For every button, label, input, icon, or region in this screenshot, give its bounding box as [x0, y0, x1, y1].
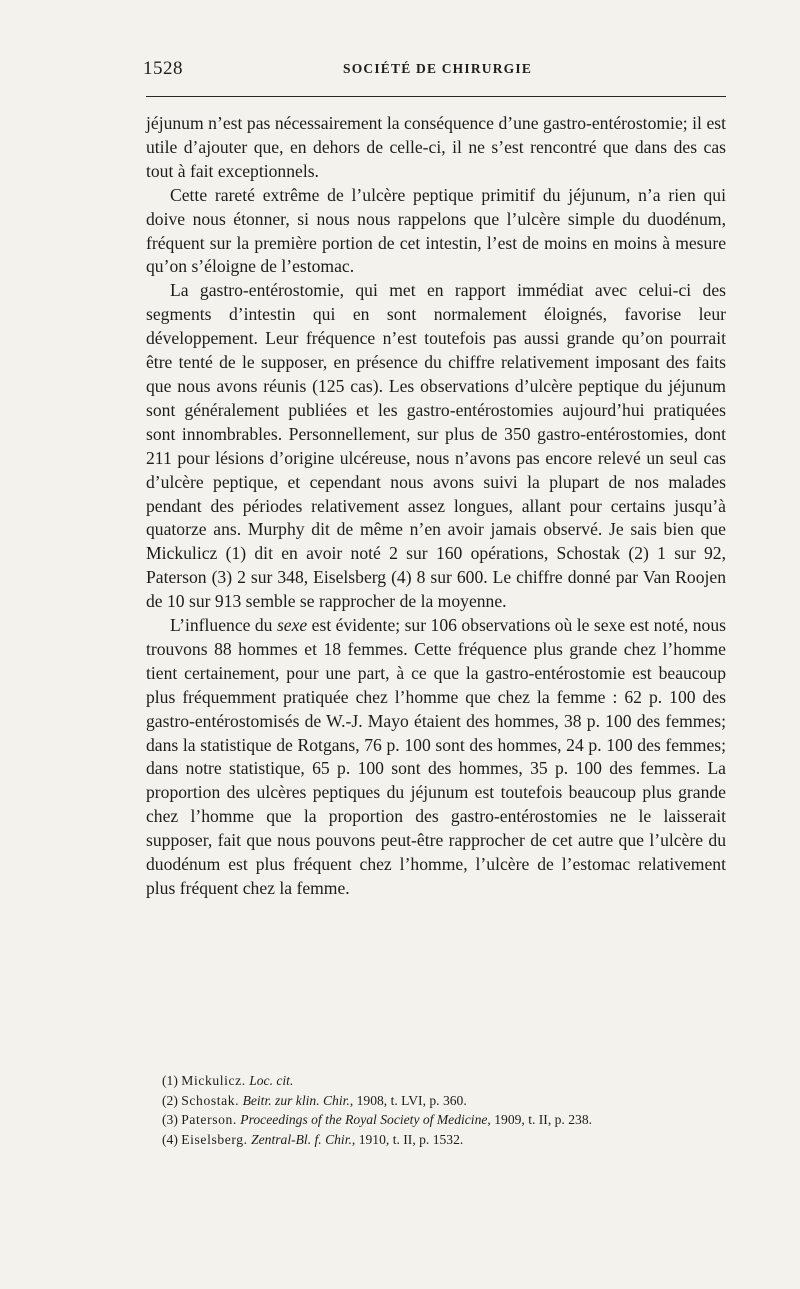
footnote-work: Beitr. zur klin. Chir. — [242, 1092, 350, 1108]
paragraph-2: Cette rareté extrême de l’ulcère peptique primitif du jéjunum, n’a rien qui doive nous étonner, si nous nous rappelons que l’ulcère simple du duodénum, fréquent sur la première portion de cet intestin, l’est de moins en moins à mesure qu’on s’éloigne de l’estomac. — [146, 184, 726, 277]
running-head — [143, 58, 727, 84]
footnote-2 — [146, 1091, 726, 1111]
footnote-details: , 1910, t. II, p. 1532. — [351, 1131, 464, 1147]
footnote-author: Mickulicz. — [181, 1073, 246, 1088]
paragraph-3: La gastro-entérostomie, qui met en rapport immédiat avec celui-ci des segments d’intestin qui en sont normalement éloignés, favorise leur développement. Leur fréquence n’est toutefois pas aussi grande qu’on pourrait être tenté de le supposer, en présence du chiffre relativement imposant des faits que nous avons réunis (125 cas). Les observations d’ulcère peptique du jéjunum sont généralement publiées et les gastro-entérostomies aujourd’hui pratiquées sont innombrables. Personnellement, sur plus de 350 gastro-entérostomies, dont 211 pour lésions d’origine ulcéreuse, nous n’avons pas encore relevé un seul cas d’ulcère peptique, et cependant nous avons suivi la plupart de nos malades pendant des périodes relativement assez longues, allant pour certains jusqu’à quatorze ans. Murphy dit de même n’en avoir jamais observé. Je sais bien que Mickulicz (1) dit en avoir noté 2 sur 160 opérations, Schostak (2) 1 sur 92, Paterson (3) 2 sur 348, Eiselsberg (4) 8 sur 600. Le chiffre donné par Van Roojen de 10 sur 913 semble se rapprocher de la moyenne. — [146, 280, 726, 612]
footnote-4 — [146, 1130, 726, 1150]
body-text — [146, 112, 726, 901]
footnote-3 — [146, 1110, 726, 1130]
paragraph-4-rest: est évidente; sur 106 observations où le sexe est noté, nous trouvons 88 hommes et 18 femmes. Cette fréquence plus grande chez l’homme tient certainement, pour une part, à ce que la gastro-entérostomie est beaucoup plus fréquemment pratiquée chez l’homme que chez la femme : 62 p. 100 des gastro-entérostomisés de W.-J. Mayo étaient des hommes, 38 p. 100 des femmes; dans la statistique de Rotgans, 76 p. 100 sont des hommes, 24 p. 100 des femmes; dans notre statistique, 65 p. 100 sont des hommes, 35 p. 100 des femmes. La proportion des ulcères peptiques du jéjunum est toutefois beaucoup plus grande chez l’homme que la proportion des gastro-entérostomies ne le laisserait supposer, fait que nous pouvons peut-être rapprocher de cet autre que l’ulcère du duodénum est plus fréquent chez l’homme, l’ulcère de l’estomac relativement plus fréquent chez la femme. — [146, 615, 726, 898]
footnote-number: (3) — [162, 1112, 178, 1128]
footnote-details: , 1908, t. LVI, p. 360. — [349, 1092, 467, 1108]
footnote-number: (2) — [162, 1092, 178, 1108]
footnote-work: Loc. cit. — [249, 1073, 294, 1088]
page-number: 1528 — [143, 58, 183, 79]
journal-title: SOCIÉTÉ DE CHIRURGIE — [343, 61, 533, 76]
header-rule — [146, 96, 726, 97]
paragraph-4 — [146, 614, 726, 901]
footnotes — [146, 1071, 726, 1149]
footnote-details: , 1909, t. II, p. 238. — [487, 1112, 593, 1128]
footnote-number: (1) — [162, 1073, 178, 1088]
footnote-author: Eiselsberg. — [181, 1131, 248, 1147]
footnote-work: Proceedings of the Royal Society of Medicine — [240, 1112, 488, 1128]
paragraph-4-italic-word: sexe — [276, 615, 308, 636]
footnote-number: (4) — [162, 1131, 178, 1147]
footnote-work: Zentral-Bl. f. Chir. — [251, 1131, 352, 1147]
footnote-author: Paterson. — [181, 1112, 237, 1128]
paragraph-1: jéjunum n’est pas nécessairement la conséquence d’une gastro-entérostomie; il est utile d’ajouter que, en dehors de celle-ci, il ne s’est rencontré que dans des cas tout à fait exceptionnels. — [146, 113, 726, 181]
footnote-1 — [146, 1071, 726, 1091]
paragraph-4-start: L’influence du — [170, 615, 277, 636]
footnote-author: Schostak. — [181, 1092, 240, 1108]
